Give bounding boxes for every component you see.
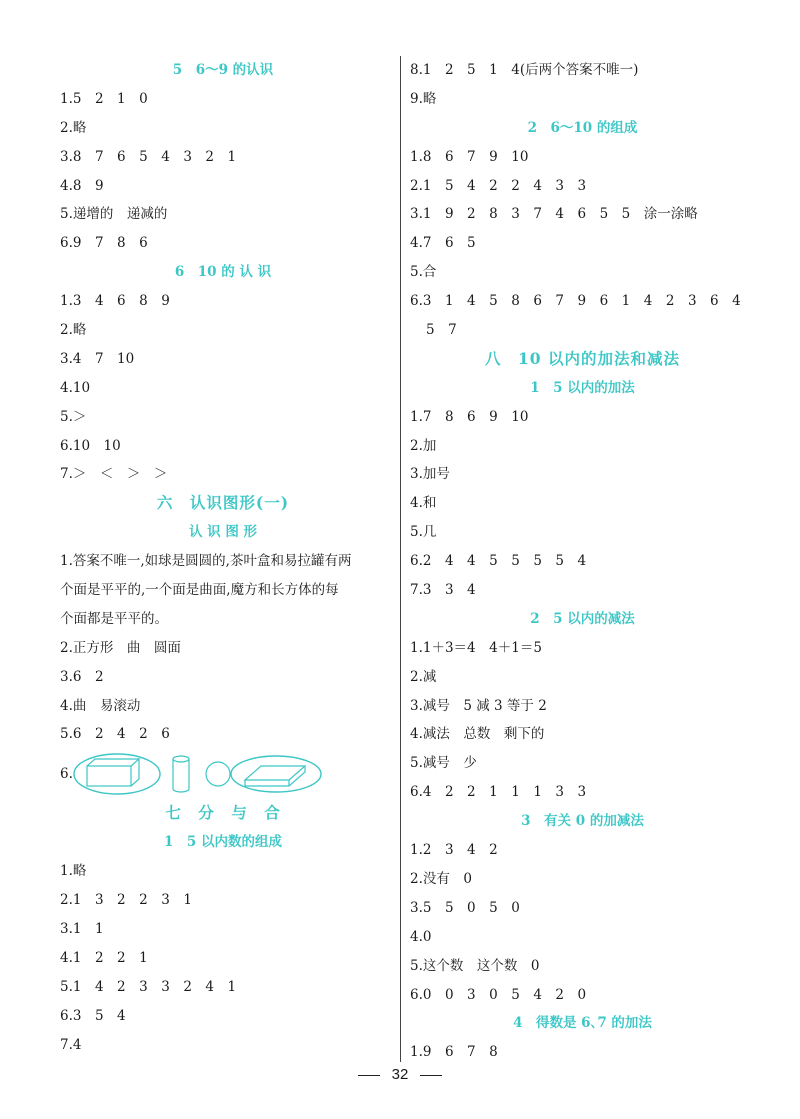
answer-line: 4.1 2 2 1 bbox=[60, 949, 148, 966]
cylinder-icon bbox=[173, 756, 189, 792]
answer-line: 1.2 3 4 2 bbox=[410, 842, 498, 859]
section-subheading: 6 10 的 认 识 bbox=[174, 264, 272, 281]
answer-line: 5 7 bbox=[426, 322, 457, 339]
answer-line: 6.4 2 2 1 1 1 3 3 bbox=[410, 784, 587, 801]
answer-line: 2.加 bbox=[410, 437, 437, 454]
answer-line: 1.5 2 1 0 bbox=[60, 90, 148, 107]
answer-line: 6.9 7 8 6 bbox=[60, 235, 148, 252]
answer-line: 3.5 5 0 5 0 bbox=[410, 899, 520, 916]
answer-line: 4.10 bbox=[60, 379, 91, 396]
answer-line: 4.曲 易滚动 bbox=[60, 697, 141, 714]
answer-line: 6.10 10 bbox=[60, 437, 121, 454]
answer-line: 5.减号 少 bbox=[410, 755, 477, 772]
answer-line: 4.和 bbox=[410, 495, 437, 512]
sphere-icon bbox=[206, 762, 230, 786]
answer-line: 3.6 2 bbox=[60, 668, 104, 685]
section-subheading: 1 5 以内数的组成 bbox=[164, 834, 282, 851]
answer-line: 6.0 0 3 0 5 4 2 0 bbox=[410, 986, 587, 1003]
section-subheading: 认 识 图 形 bbox=[188, 524, 258, 541]
answer-line: 1.8 6 7 9 10 bbox=[410, 148, 529, 165]
answer-line: 3.减号 5 减 3 等于 2 bbox=[410, 697, 547, 714]
answer-line: 4.0 bbox=[410, 928, 432, 945]
section-heading: 六 认识图形(一) bbox=[156, 493, 290, 513]
shapes-figure bbox=[73, 750, 323, 798]
right-column bbox=[410, 56, 755, 1067]
answer-line: 1.1＋3＝4 4＋1＝5 bbox=[410, 639, 542, 656]
answer-line: 6.3 1 4 5 8 6 7 9 6 1 4 2 3 6 4 bbox=[410, 293, 741, 310]
answer-line: 5.递增的 递减的 bbox=[60, 206, 168, 223]
answer-line: 9.略 bbox=[410, 90, 437, 107]
answer-line: 6.2 4 4 5 5 5 5 4 bbox=[410, 553, 587, 570]
answer-line: 2.1 5 4 2 2 4 3 3 bbox=[410, 177, 587, 194]
answer-line: 2.1 3 2 2 3 1 bbox=[60, 892, 192, 909]
cuboid-icon-right bbox=[245, 766, 305, 786]
figure-answer-row bbox=[60, 749, 386, 799]
answer-number: 6. bbox=[60, 766, 73, 783]
answer-line: 1.答案不唯一,如球是圆圆的,茶叶盒和易拉罐有两 bbox=[60, 553, 352, 570]
answer-line: 3.8 7 6 5 4 3 2 1 bbox=[60, 148, 237, 165]
answer-line: 6.3 5 4 bbox=[60, 1007, 126, 1024]
answer-line: 个面是平平的,一个面是曲面,魔方和长方体的每 bbox=[60, 582, 339, 599]
section-heading: 七 分 与 合 bbox=[165, 803, 281, 823]
footer-dash-left bbox=[358, 1075, 380, 1076]
answer-line: 2.正方形 曲 圆面 bbox=[60, 639, 181, 656]
answer-line: 2.略 bbox=[60, 322, 87, 339]
answer-line: 5.合 bbox=[410, 264, 437, 281]
answer-line: 7.4 bbox=[60, 1036, 82, 1053]
answer-line: 7.＞ ＜ ＞ ＞ bbox=[60, 466, 168, 483]
answer-line: 4.7 6 5 bbox=[410, 235, 476, 252]
answer-line: 7.3 3 4 bbox=[410, 582, 476, 599]
answer-line: 1.7 8 6 9 10 bbox=[410, 408, 529, 425]
answer-line: 3.4 7 10 bbox=[60, 350, 135, 367]
page-number: 32 bbox=[391, 1066, 409, 1083]
answer-line: 2.没有 0 bbox=[410, 870, 472, 887]
cuboid-icon-left bbox=[87, 759, 139, 786]
left-column bbox=[60, 56, 386, 1059]
answer-line: 8.1 2 5 1 4(后两个答案不唯一) bbox=[410, 62, 639, 78]
section-heading: 八 10 以内的加法和减法 bbox=[485, 348, 680, 368]
answer-line: 5.这个数 这个数 0 bbox=[410, 957, 540, 974]
section-subheading: 5 6～9 的认识 bbox=[172, 62, 274, 78]
section-subheading: 4 得数是 6､7 的加法 bbox=[513, 1015, 652, 1032]
answer-line: 1.略 bbox=[60, 863, 87, 880]
answer-line: 5.6 2 4 2 6 bbox=[60, 726, 170, 743]
answer-line: 3.1 9 2 8 3 7 4 6 5 5 涂一涂略 bbox=[410, 206, 698, 223]
answer-line: 3.加号 bbox=[410, 466, 450, 483]
answer-line: 5.几 bbox=[410, 524, 437, 541]
section-subheading: 1 5 以内的加法 bbox=[530, 379, 635, 396]
answer-line: 个面都是平平的。 bbox=[60, 610, 168, 627]
answer-line: 4.减法 总数 剩下的 bbox=[410, 726, 545, 743]
answer-line: 2.减 bbox=[410, 668, 437, 685]
answer-line: 4.8 9 bbox=[60, 177, 104, 194]
answer-line: 5.＞ bbox=[60, 408, 87, 425]
answer-line: 1.9 6 7 8 bbox=[410, 1044, 498, 1061]
page-footer bbox=[0, 1066, 800, 1083]
answer-line: 3.1 1 bbox=[60, 920, 104, 937]
section-subheading: 3 有关 0 的加减法 bbox=[521, 813, 644, 830]
section-subheading: 2 5 以内的减法 bbox=[530, 610, 635, 627]
section-subheading: 2 6～10 的组成 bbox=[527, 119, 638, 136]
answer-line: 5.1 4 2 3 3 2 4 1 bbox=[60, 978, 237, 995]
footer-dash-right bbox=[420, 1075, 442, 1076]
column-divider bbox=[400, 56, 401, 1062]
answer-line: 2.略 bbox=[60, 119, 87, 136]
answer-line: 1.3 4 6 8 9 bbox=[60, 293, 170, 310]
